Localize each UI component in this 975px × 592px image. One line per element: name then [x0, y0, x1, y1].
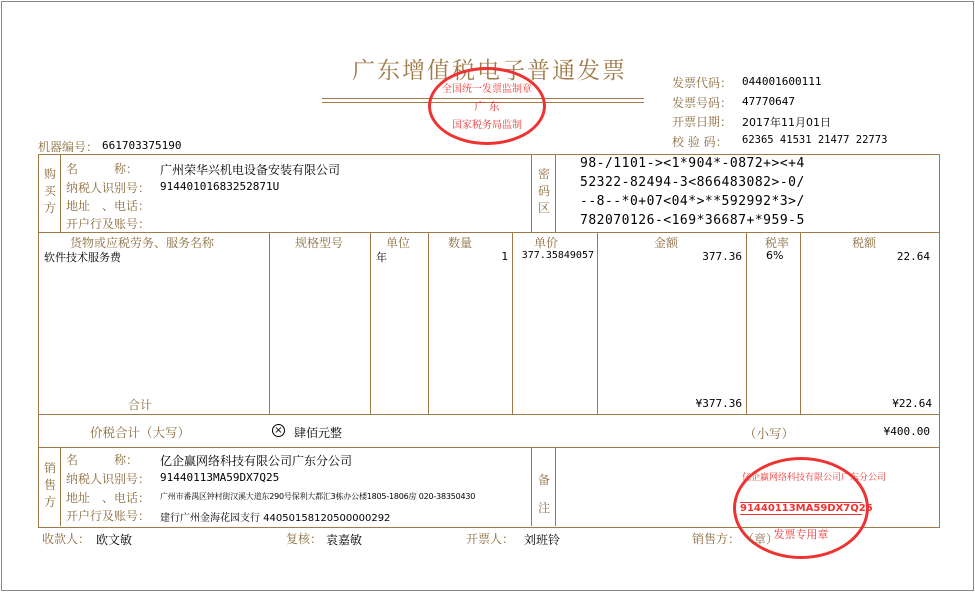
item-rate: 6% — [766, 249, 784, 262]
seller-name: 亿企赢网络科技有限公司广东分公司 — [160, 454, 353, 468]
seller-seal-mark: （章） — [742, 532, 779, 546]
check-code-label: 校 验 码： — [672, 135, 728, 149]
buyer-name-label: 名 称： — [66, 162, 139, 176]
machine-number: 661703375190 — [102, 139, 182, 152]
cipher-line-4: 782070126-<169*36687+*959-5 — [580, 213, 805, 228]
header-amount: 金额 — [654, 236, 679, 250]
invoice-date-label: 开票日期： — [672, 115, 733, 129]
tax-stamp-mid-text: 广 东 — [474, 100, 500, 113]
remark-side-label: 备 注 — [537, 473, 550, 515]
col-line-qty — [428, 232, 429, 414]
header-spec: 规格型号 — [295, 236, 344, 250]
header-price: 单价 — [534, 236, 559, 250]
invoice-number: 47770647 — [742, 95, 795, 108]
seller-side-line — [60, 447, 61, 526]
col-line-tax — [800, 232, 801, 414]
item-qty: 1 — [501, 250, 508, 263]
seller-side-label: 销 售 方 — [43, 461, 56, 509]
grand-total-words: 肆佰元整 — [294, 426, 343, 440]
reviewer-label: 复核： — [286, 532, 323, 546]
subtotal-amount: ¥377.36 — [695, 397, 742, 410]
header-unit: 单位 — [386, 236, 411, 250]
tax-stamp-top-text: 全国统一发票监制章 — [442, 84, 532, 95]
row-line-total — [38, 447, 939, 448]
seller-address-label: 地址 、电话： — [66, 491, 151, 505]
invoice-title: 广东增值税电子普通发票 — [352, 58, 627, 84]
item-tax: 22.64 — [896, 250, 930, 263]
seller-name-label: 名 称： — [66, 453, 139, 467]
header-rate: 税率 — [765, 236, 790, 250]
buyer-side-label: 购 买 方 — [43, 167, 56, 215]
tax-stamp-bottom-text: 国家税务局监制 — [452, 120, 522, 131]
buyer-tax-label: 纳税人识别号： — [66, 181, 151, 195]
cipher-left-line — [531, 155, 532, 232]
cipher-line-1: 98-/1101-><1*904*-0872+><+4 — [580, 156, 805, 171]
invoice-code: 044001600111 — [742, 75, 822, 88]
grand-total-amount: ¥400.00 — [883, 425, 930, 438]
invoice-code-label: 发票代码： — [672, 76, 733, 90]
buyer-name: 广州荣华兴机电设备安装有限公司 — [160, 163, 341, 177]
seller-seal-label: 销售方： — [692, 532, 741, 546]
seller-bank: 建行广州金海花园支行 44050158120500000292 — [160, 513, 391, 524]
item-name: 软件技术服务费 — [44, 251, 121, 264]
drawer-label: 开票人： — [466, 532, 515, 546]
cipher-side-label: 密 码 区 — [537, 167, 550, 215]
seller-stamp-bottom-text: 发票专用章 — [773, 528, 829, 541]
invoice-number-label: 发票号码： — [672, 96, 733, 110]
invoice-date: 2017年11月01日 — [742, 116, 831, 129]
item-amount: 377.36 — [702, 250, 742, 263]
machine-number-label: 机器编号： — [38, 140, 99, 154]
buyer-side-line — [60, 155, 61, 232]
grand-total-label: 价税合计（大写） — [90, 425, 191, 440]
tax-bureau-stamp — [428, 67, 546, 145]
buyer-bank-label: 开户行及账号： — [66, 217, 151, 231]
seller-tax-id: 91440113MA59DX7Q25 — [160, 471, 280, 484]
seller-stamp-top-text: 亿企赢网络科技有限公司广东分公司 — [742, 473, 887, 483]
row-line-items — [38, 414, 939, 415]
drawer: 刘班铃 — [524, 533, 561, 547]
reviewer: 袁嘉敏 — [326, 533, 363, 547]
row-line-buyer — [38, 232, 939, 233]
subtotal-label: 合计 — [128, 398, 153, 412]
grand-total-small-label: （小写） — [744, 426, 795, 441]
circle-x-icon: × — [272, 424, 285, 437]
cipher-line-2: 52322-82494-3<866483082>-0/ — [580, 175, 805, 190]
col-line-unit — [370, 232, 371, 414]
col-line-rate — [746, 232, 747, 414]
seller-bank-label: 开户行及账号： — [66, 509, 151, 523]
item-price: 377.35849057 — [521, 250, 594, 261]
header-goods-name: 货物或应税劳务、服务名称 — [70, 236, 215, 250]
cipher-label-line — [555, 155, 556, 232]
payee-label: 收款人： — [42, 532, 91, 546]
subtotal-tax: ¥22.64 — [892, 397, 932, 410]
col-line-spec — [269, 232, 270, 414]
buyer-tax-id: 91440101683252871U — [160, 180, 280, 193]
buyer-address-label: 地址 、电话： — [66, 199, 151, 213]
cipher-line-3: --8--*0+07<04*>**592992*3>/ — [580, 194, 805, 209]
payee: 欧文敏 — [96, 533, 133, 547]
check-code: 62365 41531 21477 22773 — [742, 134, 888, 146]
header-tax: 税额 — [852, 236, 877, 250]
remark-left-line — [531, 447, 532, 526]
remark-label-line — [555, 447, 556, 526]
seller-tax-label: 纳税人识别号： — [66, 472, 151, 486]
item-unit: 年 — [376, 251, 387, 264]
seller-address: 广州市番禺区钟村街汉溪大道东290号保利大都汇3栋办公楼1805-1806房 020-38350430 — [160, 492, 476, 501]
col-line-amount — [597, 232, 598, 414]
col-line-price — [512, 232, 513, 414]
header-qty: 数量 — [448, 236, 473, 250]
seller-stamp-id: 91440113MA59DX7Q25 — [740, 503, 873, 514]
